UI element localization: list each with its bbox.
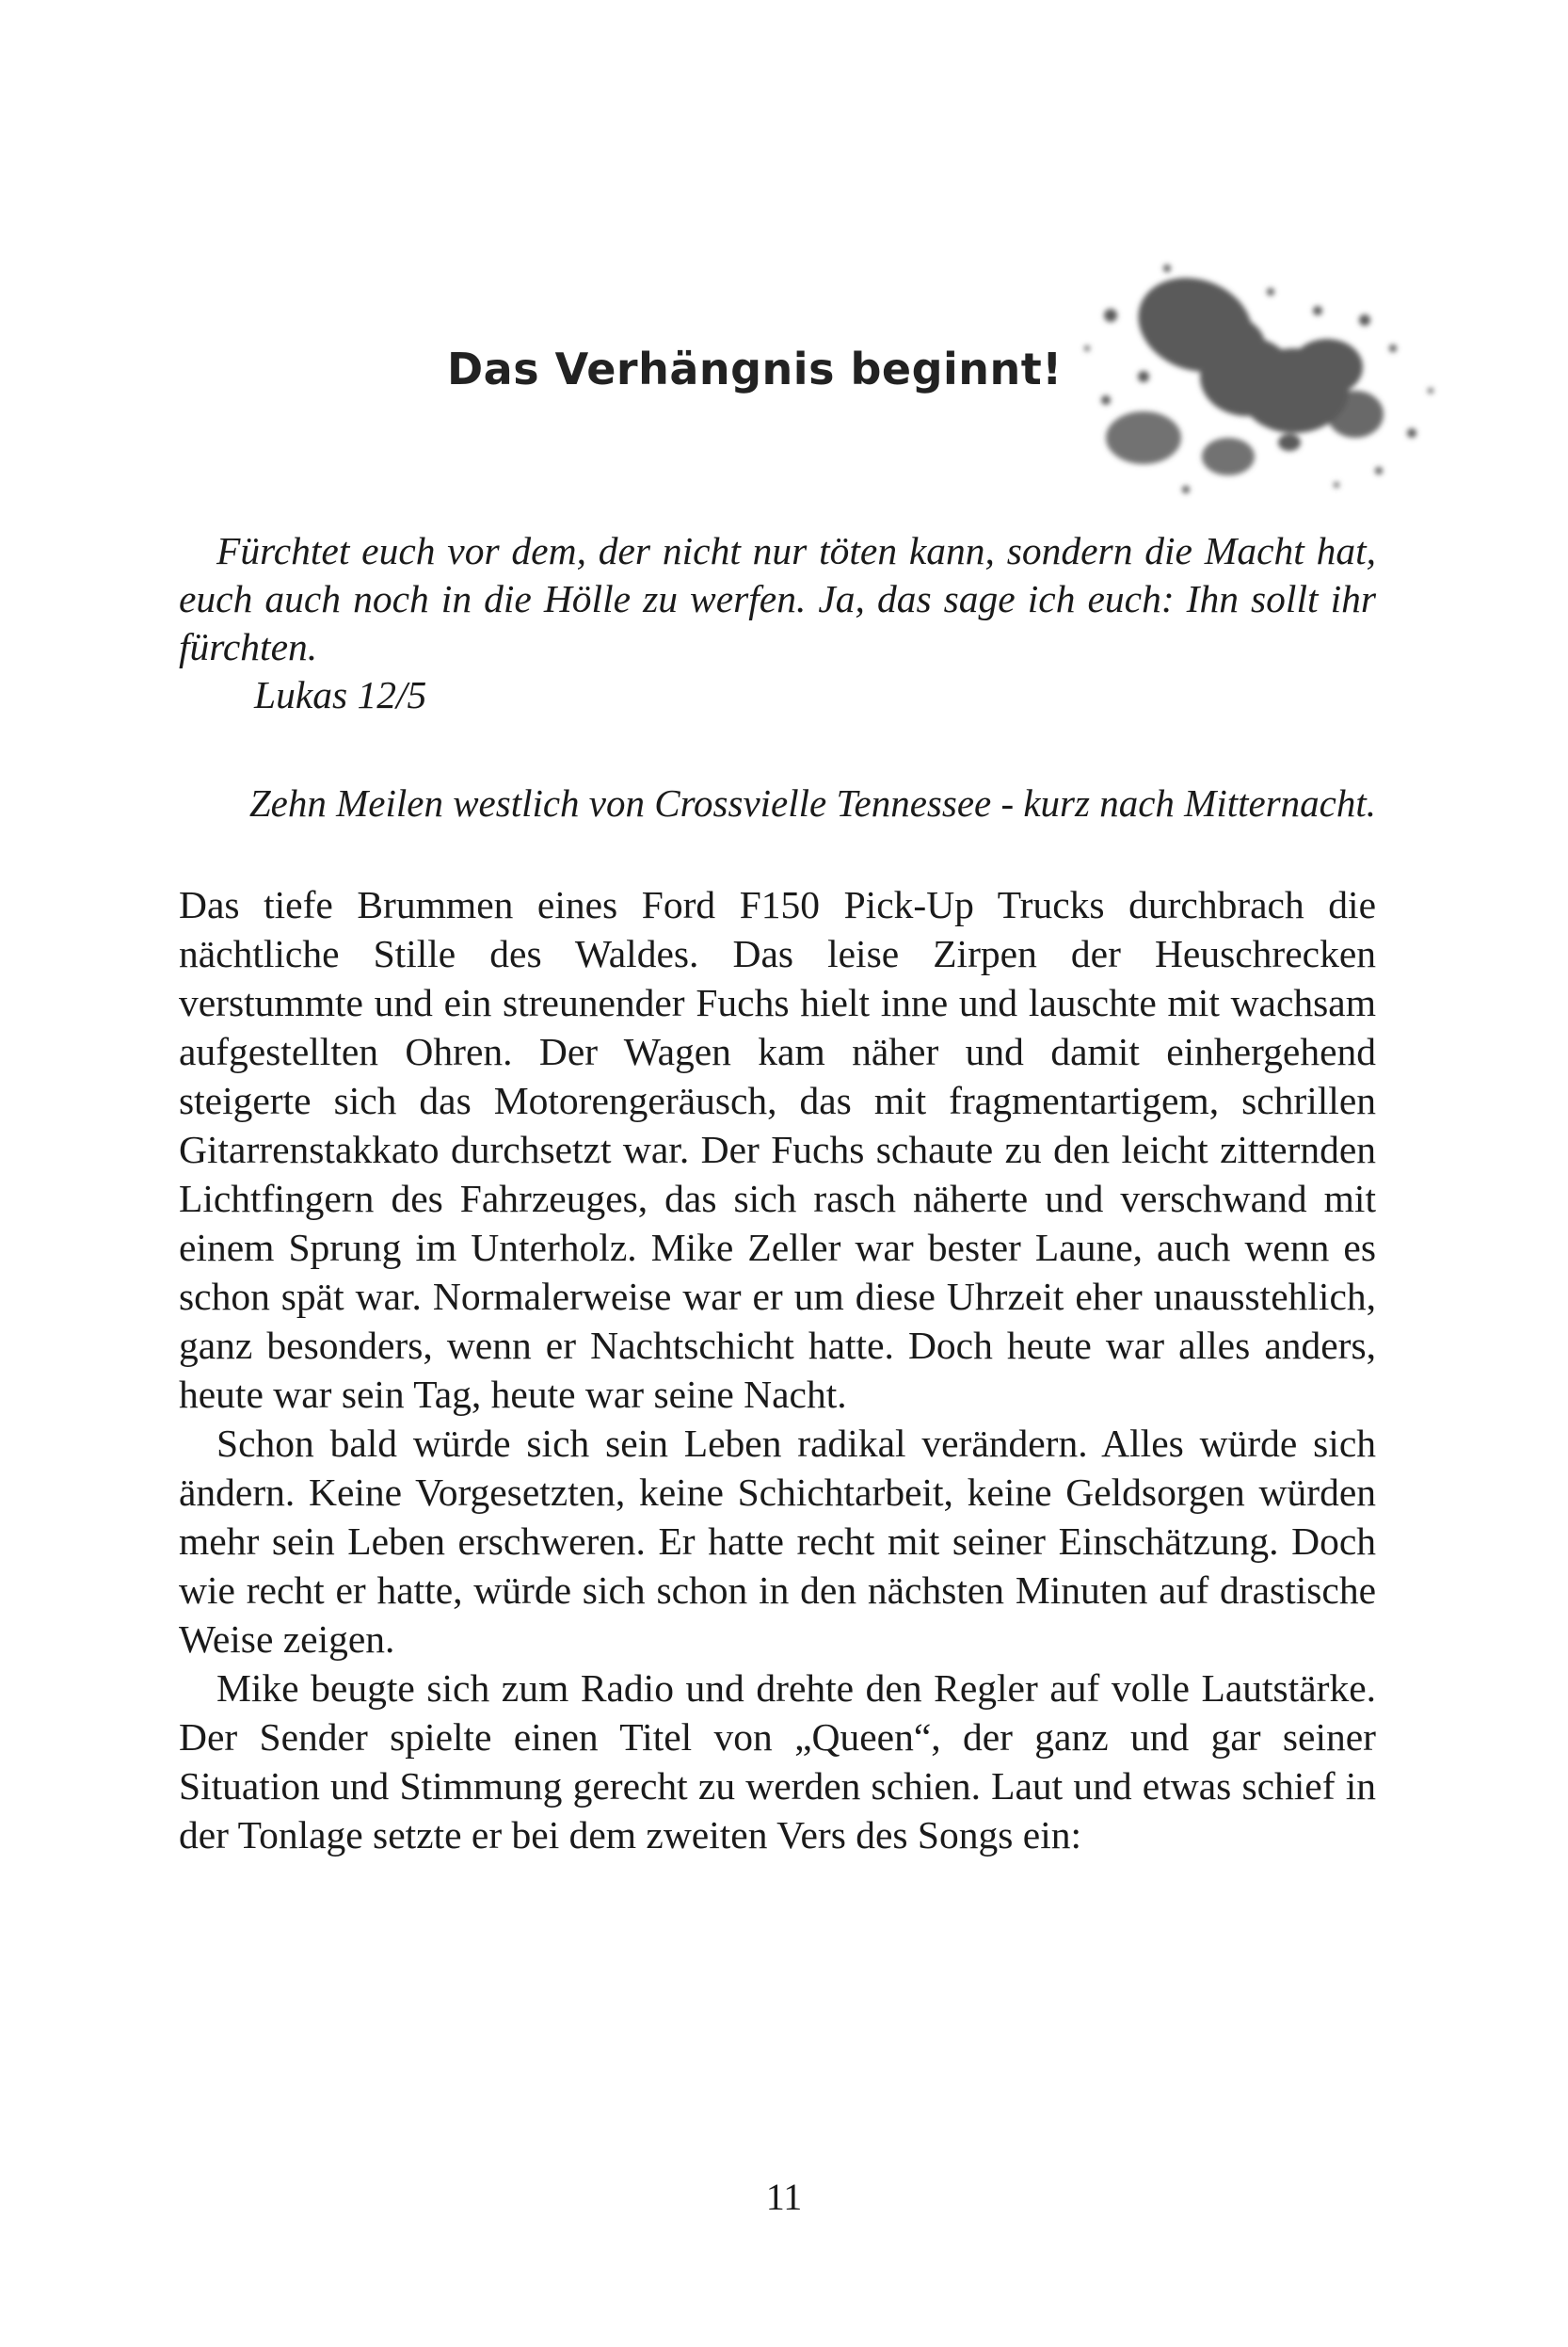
motto-quote: Fürchtet euch vor dem, der nicht nur töten kann, sondern die Macht hat, euch auch noch in die Hölle zu werfen. Ja, das sage ich euch: Ihn sollt ihr fürchten. xyxy=(179,529,1376,668)
page-number: 11 xyxy=(765,2176,803,2218)
ink-splatter-icon xyxy=(1054,235,1449,508)
paragraph: Schon bald würde sich sein Leben radikal verändern. Alles würde sich ändern. Keine Vorgesetzten, keine Schichtarbeit, keine Geldsorgen würden mehr sein Leben erschweren. Er hatte recht mit seiner Einschätzung. Doch wie recht er hatte, würde sich schon in den nächsten Minuten auf drastische Weise zeigen. xyxy=(179,1422,1376,1661)
paragraph: Das tiefe Brummen eines Ford F150 Pick-Up Trucks durchbrach die nächtliche Stille des Waldes. Das leise Zirpen der Heuschrecken verstummte und ein streunender Fuchs hielt inne und lauschte mit wachsam aufgestellten Ohren. Der Wagen kam näher und damit einhergehend steigerte sich das Motorengeräusch, das mit fragmentartigem, schrillen Gitarrenstakkato durchsetzt war. Der Fuchs schaute zu den leicht zitternden Lichtfingern des Fahrzeuges, das sich rasch näherte und verschwand mit einem Sprung im Unterholz. Mike Zeller war bester Laune, auch wenn es schon spät war. Normalerweise war er um diese Uhrzeit eher unausstehlich, ganz besonders, wenn er Nachtschicht hatte. Doch heute war alles anders, heute war sein Tag, heute war seine Nacht. xyxy=(179,883,1376,1416)
motto-source: Lukas 12/5 xyxy=(254,673,427,716)
location-line: Zehn Meilen westlich von Crossvielle Tennessee - kurz nach Mitternacht. xyxy=(248,781,1376,825)
body-text xyxy=(179,880,1376,1859)
chapter-title: Das Verhängnis beginnt! xyxy=(447,344,1063,394)
paragraph: Mike beugte sich zum Radio und drehte den Regler auf volle Lautstärke. Der Sender spielte einen Titel von „Queen“, der ganz und gar seiner Situation und Stimmung gerecht zu werden schien. Laut und etwas schief in der Tonlage setzte er bei dem zweiten Vers des Songs ein: xyxy=(179,1666,1376,1857)
motto xyxy=(179,527,1376,719)
